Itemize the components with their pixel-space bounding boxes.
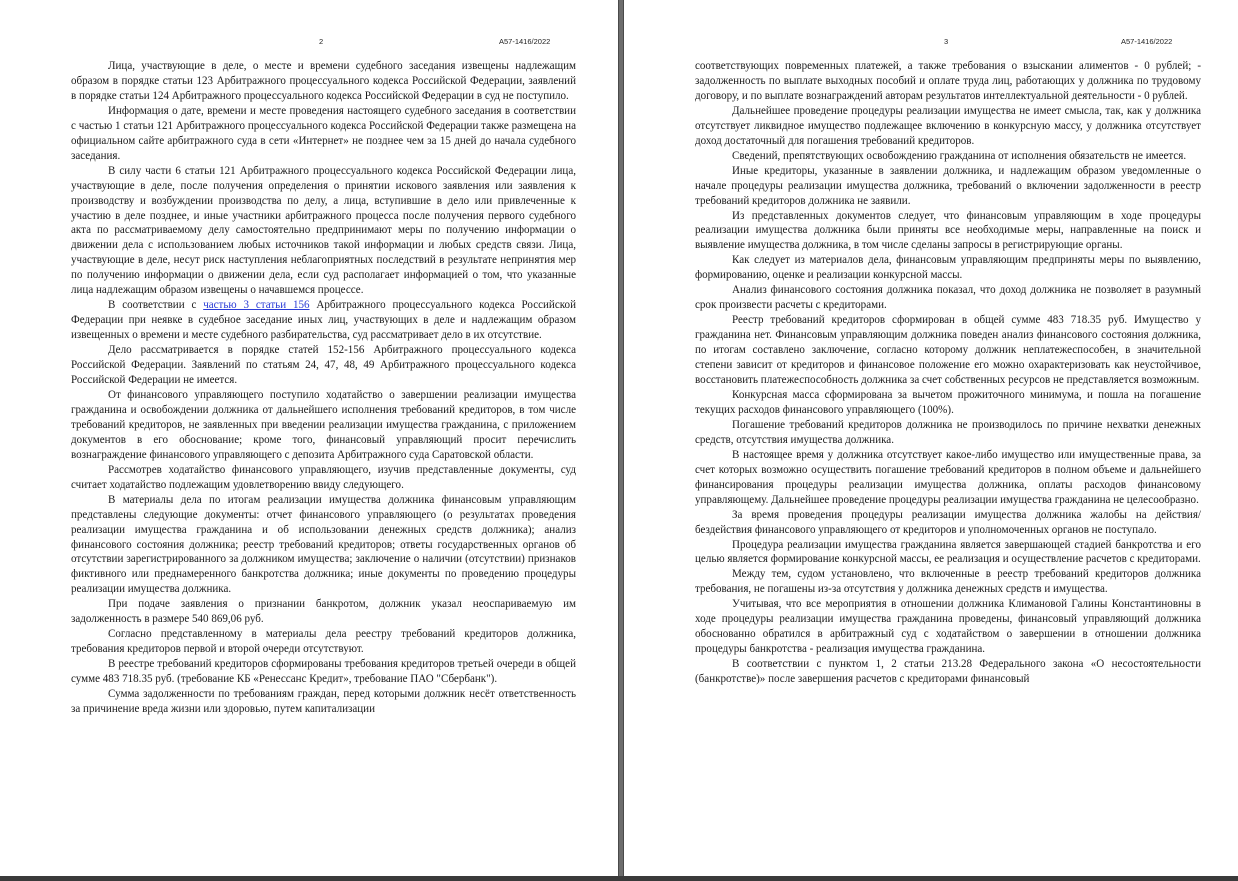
paragraph: Анализ финансового состояния должника показал, что доход должника не позволяет в разумный срок произвести расчеты с кредиторами. bbox=[695, 284, 1201, 312]
page-body bbox=[695, 59, 1201, 687]
paragraph-text: В соответствии с bbox=[108, 299, 204, 312]
paragraph: Информация о дате, времени и месте проведения настоящего судебного заседания в соответствии с частью 1 статьи 121 Арбитражного процессуального кодекса Российской Федерации также размещена на официальном сайте арбитражного суда в сети «Интернет» не позднее чем за 15 дней до начала судебного заседания. bbox=[71, 104, 576, 162]
paragraph: В реестре требований кредиторов сформированы требования кредиторов третьей очереди в общей сумме 483 718.35 руб. (требование КБ «Ренессанс Кредит», требование ПАО "Сбербанк"). bbox=[71, 658, 576, 686]
paragraph bbox=[71, 298, 576, 343]
paragraph: Реестр требований кредиторов сформирован в общей сумме 483 718.35 руб. Имущество у гражданина нет. Финансовым управляющим должника поведен анализ финансового состояния должника, по итогам составлено заключение, согласно которому должник неплатежеспособен, в значительной степени зависит от кредиторов и финансовое положение его можно охарактеризовать как неустойчивое, восстановить платежеспособность должника за счет собственных ресурсов не представляется возможным. bbox=[695, 314, 1201, 387]
paragraph: Процедура реализации имущества гражданина является завершающей стадией банкротства и его целью является формирование конкурсной массы, ее реализация и осуществление расчетов с кредиторами. bbox=[695, 538, 1201, 566]
paragraph: соответствующих повременных платежей, а также требования о взыскании алиментов - 0 рублей; - задолженность по выплате выходных пособий и оплате труда лиц, работающих у должника по трудовому договору, и по выплате вознаграждений авторам результатов интеллектуальной деятельности - 0 рублей. bbox=[695, 60, 1201, 102]
paragraph: Конкурсная масса сформирована за вычетом прожиточного минимума, и пошла на погашение текущих расходов финансового управляющего (100%). bbox=[695, 388, 1201, 416]
viewer-bottom-edge bbox=[0, 876, 1238, 881]
paragraph: В силу части 6 статьи 121 Арбитражного процессуального кодекса Российской Федерации лица, участвующие в деле, после получения определения о принятии искового заявления или заявления к производству и возбуждении производства по делу, а лица, вступившие в дело или привлеченные к участию в деле позднее, и иные участники арбитражного процесса после получения первого судебного акта по рассматриваемому делу самостоятельно предпринимают меры по получению информации о движении дела с использованием любых источников такой информации и любых средств связи. Лица, участвующие в деле, несут риск наступления неблагоприятных последствий в результате непринятия мер по получению информации о движении дела, если суд располагает информацией о том, что указанные лица надлежащим образом извещены о начавшемся процессе. bbox=[71, 164, 576, 297]
case-number: А57-1416/2022 bbox=[499, 37, 551, 46]
paragraph: Дальнейшее проведение процедуры реализации имущества не имеет смысла, так, как у должника отсутствует ликвидное имущество подлежащее включению в конкурсную массу, у должника отсутствует доход достаточный для погашения требований кредиторов. bbox=[695, 104, 1201, 147]
paragraph: От финансового управляющего поступило ходатайство о завершении реализации имущества гражданина и освобождении должника от дальнейшего исполнения требований кредиторов, в том числе требований кредиторов, не заявленных при введении реализации имущества гражданина, с приложением документов в его обоснование; кроме того, финансовый управляющий просит перечислить вознаграждение финансового управляющего с депозита Арбитражного суда Саратовской области. bbox=[71, 388, 576, 461]
page-number: 3 bbox=[944, 37, 949, 46]
paragraph: Иные кредиторы, указанные в заявлении должника, и надлежащим образом уведомленные о начале процедуры реализации имущества должника, требований о включении задолженности в реестр требований кредиторов должника не заявили. bbox=[695, 164, 1201, 207]
paragraph: Сумма задолженности по требованиям граждан, перед которыми должник несёт ответственность за причинение вреда жизни или здоровью, путем капитализации bbox=[71, 688, 576, 715]
paragraph: Погашение требований кредиторов должника не производилось по причине нехватки денежных средств, отсутствия имущества должника. bbox=[695, 418, 1201, 446]
paragraph: В материалы дела по итогам реализации имущества должника финансовым управляющим представлены следующие документы: отчет финансового управляющего (о результатах проведения реализации имущества гражданина и об использовании денежных средств должника); анализ финансового состояния должника; реестр требований кредиторов; ответы государственных органов об отсутствии зарегистрированного за должником имущества; заключение о наличии (отсутствии) признаков фиктивного или преднамеренного банкротства должника; иные документы по проведению процедуры реализации имущества должника. bbox=[71, 493, 576, 596]
paragraph: В соответствии с пунктом 1, 2 статьи 213.28 Федерального закона «О несостоятельности (банкротстве)» после завершения расчетов с кредиторами финансовый bbox=[695, 658, 1201, 686]
paragraph: Из представленных документов следует, что финансовым управляющим в ходе процедуры реализации имущества должника были приняты все необходимые меры, направленные на поиск и выявление имущества должника, в том числе сделаны запросы в регистрирующие органы. bbox=[695, 209, 1201, 252]
paragraph: Лица, участвующие в деле, о месте и времени судебного заседания извещены надлежащим образом в порядке статьи 123 Арбитражного процессуального кодекса Российской Федерации, заявлений в порядке статьи 124 Арбитражного процессуального кодекса Российской Федерации в суд не поступило. bbox=[71, 60, 576, 102]
case-number: А57-1416/2022 bbox=[1121, 37, 1173, 46]
paragraph: Учитывая, что все мероприятия в отношении должника Климановой Галины Константиновны в ходе процедуры реализации имущества гражданина проведены, финансовый управляющий должника обоснованно обратился в арбитражный суд с ходатайством о завершении в отношении должника процедуры банкротства - реализация имущества гражданина. bbox=[695, 598, 1201, 656]
paragraph: Как следует из материалов дела, финансовым управляющим предприняты меры по выявлению, формированию, оценке и реализации конкурсной массы. bbox=[695, 254, 1201, 282]
paragraph: При подаче заявления о признании банкротом, должник указал неоспариваемую им задолженность в размере 540 869,06 руб. bbox=[71, 598, 576, 626]
paragraph: В настоящее время у должника отсутствует какое-либо имущество или имущественные права, за счет которых возможно осуществить погашение требований кредиторов в полном объеме и дальнейшего финансирования процедуры реализации имущества должника, оплаты расходов финансовому управляющему. Дальнейшее проведение процедуры реализации имущества гражданина не целесообразно. bbox=[695, 448, 1201, 506]
page-3 bbox=[624, 0, 1238, 876]
page-body bbox=[71, 59, 576, 717]
paragraph-text: Арбитражного процессуального кодекса Российской Федерации при неявке в судебное заседание иных лиц, участвующих в деле и надлежащим образом извещенных о времени и месте судебного разбирательства, суд рассматривает дело в их отсутствие. bbox=[71, 299, 576, 342]
paragraph: Между тем, судом установлено, что включенные в реестр требований кредиторов должника требования, не погашены из-за отсутствия у должника денежных средств и имущества. bbox=[695, 568, 1201, 596]
paragraph: Дело рассматривается в порядке статей 152-156 Арбитражного процессуального кодекса Российской Федерации. Заявлений по статьям 24, 47, 48, 49 Арбитражного процессуального кодекса Российской Федерации не имеется. bbox=[71, 344, 576, 387]
page-number: 2 bbox=[319, 37, 324, 46]
page-2 bbox=[0, 0, 618, 876]
law-article-link[interactable]: частью 3 статьи 156 bbox=[203, 299, 310, 312]
paragraph: Сведений, препятствующих освобождению гражданина от исполнения обязательств не имеется. bbox=[732, 149, 1187, 162]
paragraph: Согласно представленному в материалы дела реестру требований кредиторов должника, требования кредиторов первой и второй очереди отсутствуют. bbox=[71, 628, 576, 656]
paragraph: Рассмотрев ходатайство финансового управляющего, изучив представленные документы, суд считает ходатайство подлежащим удовлетворению ввиду следующего. bbox=[71, 463, 576, 491]
paragraph: За время проведения процедуры реализации имущества должника жалобы на действия/бездействия финансового управляющего от кредиторов и уполномоченных органов не поступало. bbox=[695, 508, 1201, 536]
